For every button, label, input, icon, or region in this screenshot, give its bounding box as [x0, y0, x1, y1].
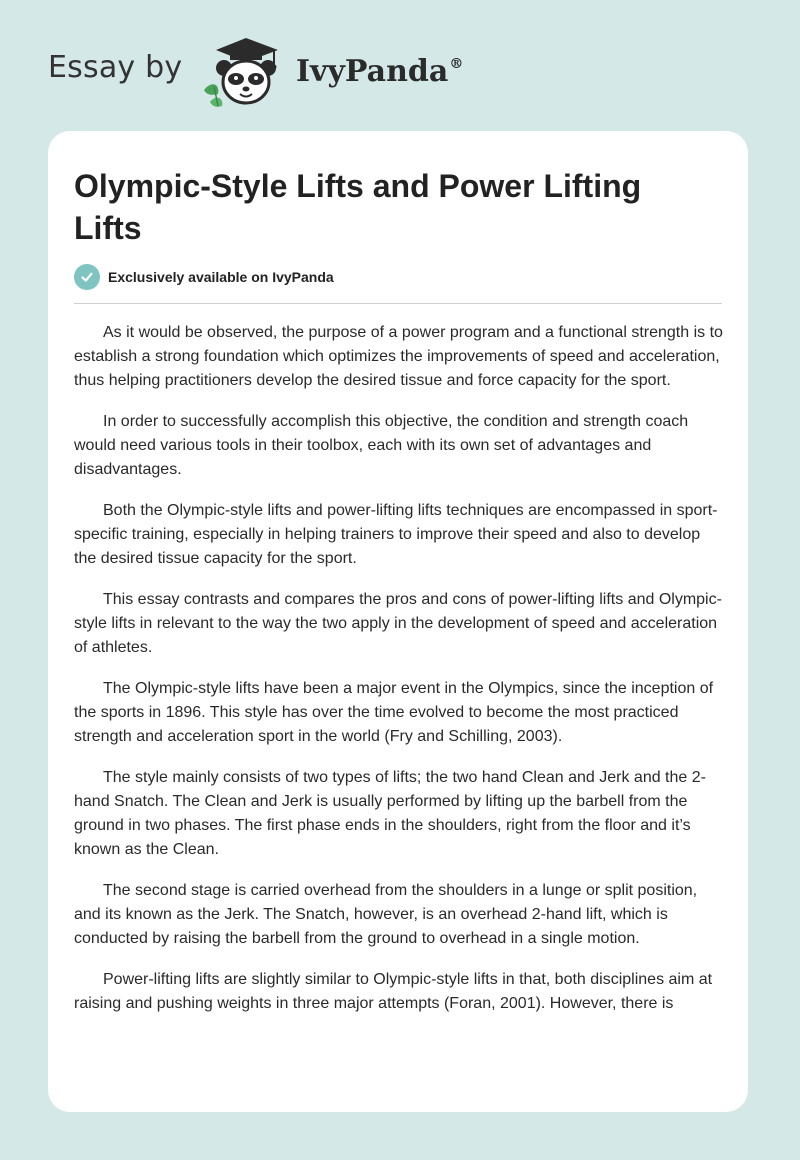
essay-by-label: Essay by [48, 50, 183, 85]
paragraph: Power-lifting lifts are slightly similar to Olympic-style lifts in that, both disciplines aim at raising and pushing weights in three major attempts (Foran, 2001). However, there is [74, 971, 713, 1012]
essay-body [74, 321, 726, 1033]
essay-card [48, 131, 748, 1112]
badge-label: Exclusively available on IvyPanda [108, 269, 334, 285]
panda-graduate-icon[interactable] [200, 36, 292, 108]
check-icon [74, 264, 100, 290]
paragraph: In order to successfully accomplish this objective, the condition and strength coach would need various tools in their toolbox, each with its own set of advantages and disadvantages. [74, 413, 689, 478]
page-title: Olympic-Style Lifts and Power Lifting Lifts [74, 168, 642, 246]
paragraph: The second stage is carried overhead from the shoulders in a lunge or split position, and its known as the Jerk. The Snatch, however, is an overhead 2-hand lift, which is conducted by raising the barbell from the ground to overhead in a single motion. [74, 882, 698, 947]
paragraph: As it would be observed, the purpose of a power program and a functional strength is to establish a strong foundation which optimizes the improvements of speed and acceleration, thus helping practitioners develop the desired tissue and force capacity for the sport. [74, 324, 723, 389]
paragraph: This essay contrasts and compares the pros and cons of power-lifting lifts and Olympic-style lifts in relevant to the way the two apply in the development of speed and acceleration of athletes. [74, 591, 722, 656]
brand-name[interactable]: IvyPanda® [296, 54, 464, 89]
site-header [0, 0, 800, 130]
registered-mark: ® [449, 56, 464, 72]
paragraph: The style mainly consists of two types of lifts; the two hand Clean and Jerk and the 2-hand Snatch. The Clean and Jerk is usually performed by lifting up the barbell from the ground in two phases. The first phase ends in the shoulders, right from the floor and it’s known as the Clean. [74, 769, 706, 858]
divider [74, 303, 722, 304]
exclusive-badge [74, 264, 334, 290]
paragraph: The Olympic-style lifts have been a major event in the Olympics, since the inception of the sports in 1896. This style has over the time evolved to become the most practiced strength and acceleration sport in the world (Fry and Schilling, 2003). [74, 680, 714, 745]
paragraph: Both the Olympic-style lifts and power-lifting lifts techniques are encompassed in sport-specific training, especially in helping trainers to improve their speed and also to develop the desired tissue capacity for the sport. [74, 502, 718, 567]
